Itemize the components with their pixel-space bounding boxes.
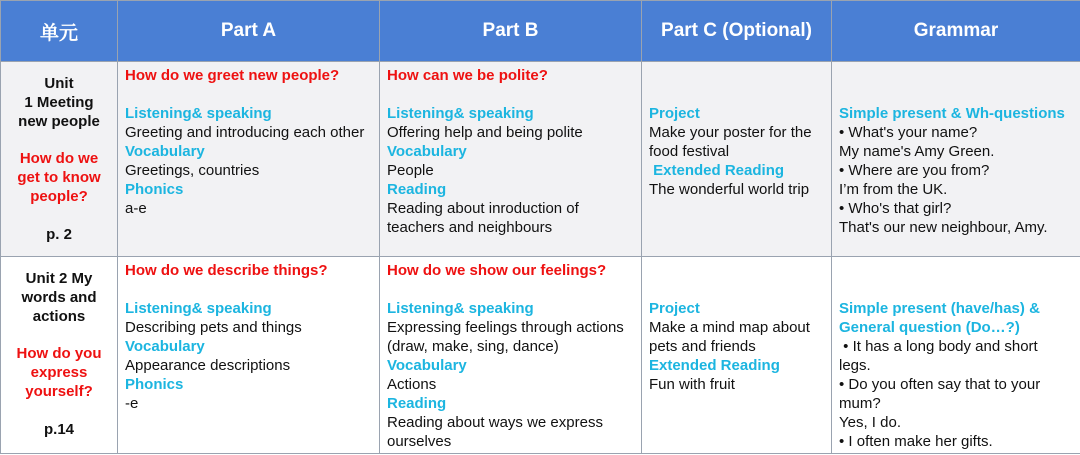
- listening-text: Offering help and being polite: [387, 124, 583, 141]
- listening-heading: Listening& speaking: [387, 105, 534, 122]
- part-a-cell: [118, 257, 380, 454]
- grammar-heading: Simple present & Wh-questions: [839, 105, 1065, 122]
- phonics-text: -e: [125, 395, 139, 412]
- unit-cell: [1, 257, 118, 454]
- grammar-line: That's our new neighbour, Amy.: [839, 219, 1048, 236]
- listening-text: Expressing feelings through actions (draw, make, sing, dance): [387, 319, 624, 355]
- part-b-question: How do we show our feelings?: [387, 262, 607, 279]
- table-row: [1, 62, 1080, 257]
- vocabulary-text: People: [387, 162, 434, 179]
- unit-title: Unit 1 Meeting new people: [18, 75, 100, 130]
- header-grammar: Grammar: [832, 1, 1080, 62]
- grammar-line: • I often make her gifts.: [839, 433, 993, 450]
- reading-text: Reading about ways we express ourselves: [387, 414, 603, 450]
- grammar-line: Yes, I do.: [839, 414, 901, 431]
- reading-heading: Reading: [387, 395, 447, 412]
- listening-text: Greeting and introducing each other: [125, 124, 365, 141]
- unit-question: How do we get to know people?: [17, 150, 101, 205]
- header-part-c: Part C (Optional): [642, 1, 832, 62]
- phonics-text: a-e: [125, 200, 147, 217]
- part-c-cell: [642, 62, 832, 257]
- vocabulary-heading: Vocabulary: [125, 143, 205, 160]
- part-c-cell: [642, 257, 832, 454]
- table-row: [1, 257, 1080, 454]
- reading-heading: Reading: [387, 181, 447, 198]
- listening-heading: Listening& speaking: [125, 105, 272, 122]
- part-a-question: How do we describe things?: [125, 262, 328, 279]
- extended-reading-text: Fun with fruit: [649, 376, 735, 393]
- extended-reading-text: The wonderful world trip: [649, 181, 810, 198]
- grammar-heading: Simple present (have/has) & General question (Do…?): [839, 300, 1040, 336]
- part-a-question: How do we greet new people?: [125, 67, 340, 84]
- project-text: Make your poster for the food festival: [649, 124, 812, 160]
- grammar-line: My name's Amy Green.: [839, 143, 995, 160]
- listening-text: Describing pets and things: [125, 319, 302, 336]
- vocabulary-text: Appearance descriptions: [125, 357, 291, 374]
- extended-reading-heading: Extended Reading: [649, 162, 785, 179]
- listening-heading: Listening& speaking: [125, 300, 272, 317]
- header-unit: 单元: [1, 1, 118, 62]
- extended-reading-heading: Extended Reading: [649, 357, 780, 374]
- header-row: [1, 1, 1080, 62]
- vocabulary-heading: Vocabulary: [125, 338, 205, 355]
- phonics-heading: Phonics: [125, 181, 184, 198]
- part-b-question: How can we be polite?: [387, 67, 548, 84]
- part-a-cell: [118, 62, 380, 257]
- unit-page: p.14: [43, 421, 74, 438]
- header-part-b: Part B: [380, 1, 642, 62]
- listening-heading: Listening& speaking: [387, 300, 534, 317]
- grammar-line: • Where are you from?: [839, 162, 990, 179]
- project-text: Make a mind map about pets and friends: [649, 319, 810, 355]
- unit-title: Unit 2 My words and actions: [21, 270, 97, 325]
- grammar-line: • It has a long body and short legs.: [839, 338, 1042, 374]
- vocabulary-heading: Vocabulary: [387, 143, 467, 160]
- unit-page: p. 2: [46, 226, 72, 243]
- grammar-line: • Do you often say that to your mum?: [839, 376, 1041, 412]
- grammar-cell: [832, 257, 1080, 454]
- reading-text: Reading about inroduction of teachers and neighbours: [387, 200, 579, 236]
- vocabulary-text: Actions: [387, 376, 437, 393]
- grammar-line: I’m from the UK.: [839, 181, 948, 198]
- unit-question: How do you express yourself?: [16, 345, 102, 400]
- grammar-cell: [832, 62, 1080, 257]
- part-b-cell: [380, 257, 642, 454]
- vocabulary-heading: Vocabulary: [387, 357, 467, 374]
- project-heading: Project: [649, 105, 700, 122]
- part-b-cell: [380, 62, 642, 257]
- unit-cell: [1, 62, 118, 257]
- grammar-line: • What's your name?: [839, 124, 978, 141]
- phonics-heading: Phonics: [125, 376, 184, 393]
- grammar-line: • Who's that girl?: [839, 200, 952, 217]
- header-part-a: Part A: [118, 1, 380, 62]
- vocabulary-text: Greetings, countries: [125, 162, 260, 179]
- project-heading: Project: [649, 300, 700, 317]
